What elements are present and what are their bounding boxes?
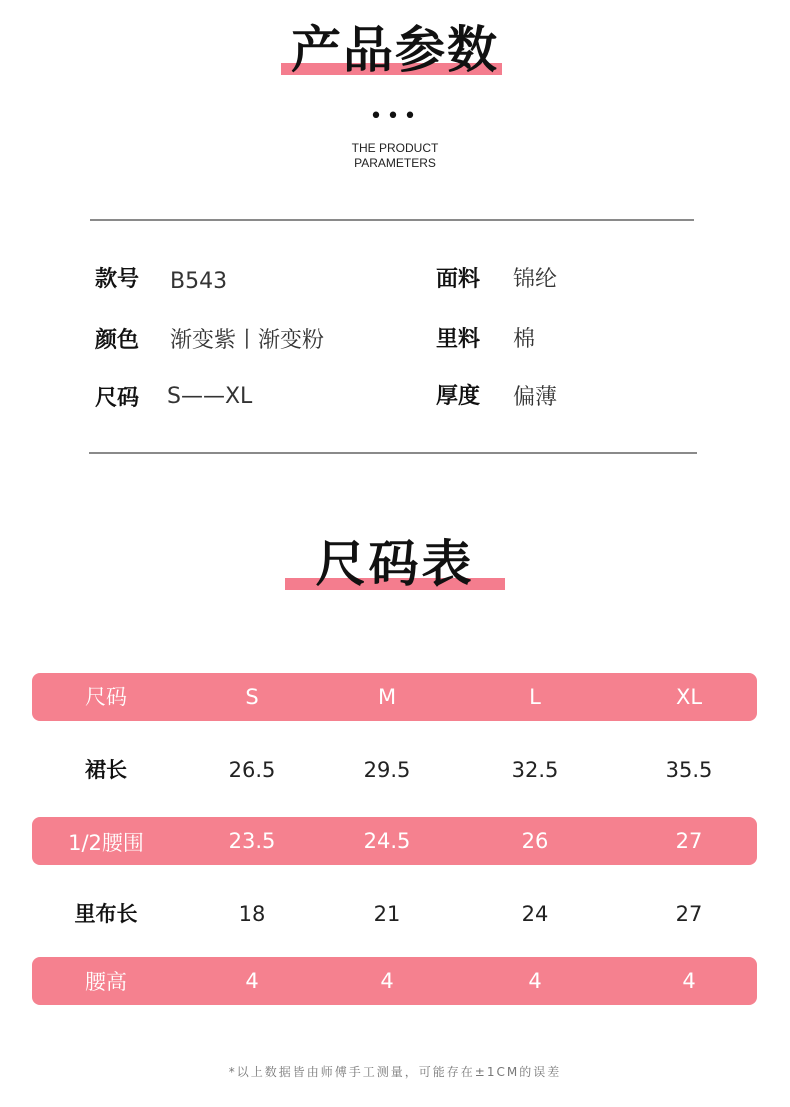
param-lining: [436, 325, 536, 355]
table-cell: 4: [245, 969, 259, 993]
table-cell: 18: [238, 902, 266, 926]
table-cell: 23.5: [228, 829, 276, 853]
table-cell: 32.5: [511, 758, 559, 782]
divider-bottom: [89, 452, 697, 454]
table-cell: 21: [373, 902, 401, 926]
table-cell: 4: [528, 969, 542, 993]
table-cell: 35.5: [665, 758, 713, 782]
page-title-parameters: 产品参数: [291, 21, 499, 79]
table-cell: 1/2腰围: [68, 831, 144, 855]
param-label: 面料: [436, 267, 481, 292]
table-cell: 4: [380, 969, 394, 993]
english-subtitle-line2: PARAMETERS: [354, 156, 436, 170]
table-cell: 27: [675, 902, 703, 926]
param-value: 棉: [513, 327, 536, 352]
table-header-cell: L: [529, 685, 541, 709]
table-row: [32, 817, 757, 865]
table-cell: 26.5: [228, 758, 276, 782]
table-row: [32, 890, 757, 938]
table-cell: 24.5: [363, 829, 411, 853]
param-size: [95, 384, 253, 414]
param-value: 渐变紫丨渐变粉: [170, 328, 325, 353]
param-label: 里料: [436, 327, 481, 352]
param-value: 偏薄: [513, 385, 558, 410]
param-fabric: [436, 265, 558, 295]
dots-decoration: •••: [369, 104, 421, 129]
table-header-cell: XL: [675, 685, 703, 709]
param-label: 厚度: [436, 384, 481, 409]
table-cell: 4: [682, 969, 696, 993]
param-value: S——XL: [167, 384, 253, 409]
table-cell: 26: [521, 829, 549, 853]
english-subtitle: [0, 141, 790, 171]
table-cell: 腰高: [85, 970, 127, 994]
table-header-cell: 尺码: [85, 685, 127, 709]
table-header-row: [32, 673, 757, 721]
param-label: 款号: [95, 267, 140, 292]
english-subtitle-line1: THE PRODUCT: [351, 141, 439, 155]
param-label: 颜色: [95, 328, 140, 353]
table-row: [32, 957, 757, 1005]
table-cell: 27: [675, 829, 703, 853]
table-header-cell: S: [245, 685, 259, 709]
table-cell: 29.5: [363, 758, 411, 782]
param-label: 尺码: [95, 386, 140, 411]
param-thickness: [436, 382, 558, 412]
table-cell: 24: [521, 902, 549, 926]
table-row: [32, 746, 757, 794]
divider-top: [90, 219, 694, 221]
table-cell: 裙长: [85, 758, 127, 782]
param-color: [95, 326, 325, 356]
page-title-size-chart: 尺码表: [315, 535, 475, 593]
measurement-note: *以上数据皆由师傅手工测量，可能存在±1CM的误差: [228, 1065, 562, 1079]
param-value: 锦纶: [513, 267, 558, 292]
param-value: B543: [170, 269, 228, 294]
param-style-number: [95, 265, 228, 295]
table-cell: 里布长: [74, 902, 138, 926]
table-header-cell: M: [377, 685, 397, 709]
